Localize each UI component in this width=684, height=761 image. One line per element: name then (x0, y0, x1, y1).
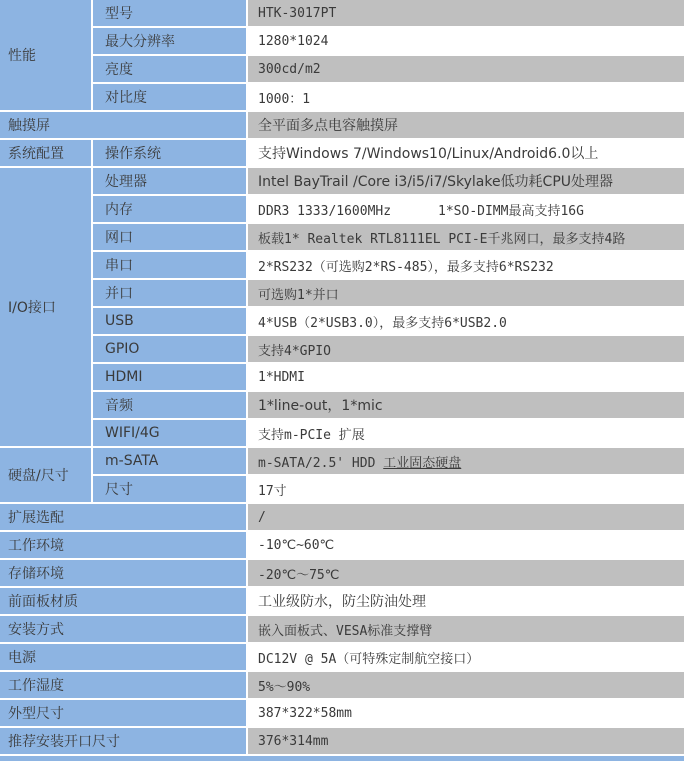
spec-value-cell (247, 447, 684, 475)
table-row (0, 83, 684, 111)
table-row (0, 335, 684, 363)
spec-value-cell: / (247, 503, 684, 531)
category-cell: 推荐安装开口尺寸 (0, 727, 247, 755)
table-row (0, 251, 684, 279)
spec-value-cell: DDR3 1333/1600MHz 1*SO-DIMM最高支持16G (247, 195, 684, 223)
spec-value-cell: 1000：1 (247, 83, 684, 111)
spec-name-cell: GPIO (92, 335, 247, 363)
spec-name-cell: 内存 (92, 195, 247, 223)
spec-value-cell: 工业级防水，防尘防油处理 (247, 587, 684, 615)
spec-value-cell: 2*RS232（可选购2*RS-485），最多支持6*RS232 (247, 251, 684, 279)
spec-value-cell: 17寸 (247, 475, 684, 503)
spec-name-cell: WIFI/4G (92, 419, 247, 447)
spec-value-cell: 1*line-out，1*mic (247, 391, 684, 419)
table-row (0, 503, 684, 531)
spec-value-cell: 5%～90% (247, 671, 684, 699)
category-cell: 性能 (0, 0, 92, 111)
category-cell: 硬盘/尺寸 (0, 447, 92, 503)
spec-name-cell: 操作系统 (92, 139, 247, 167)
spec-value-cell: 300cd/m2 (247, 55, 684, 83)
spec-value-cell: 嵌入面板式、VESA标准支撑臂 (247, 615, 684, 643)
spec-value-underlined-segment: 工业固态硬盘 (383, 455, 462, 471)
spec-name-cell: 型号 (92, 0, 247, 27)
spec-value-cell: DC12V @ 5A（可特殊定制航空接口） (247, 643, 684, 671)
spec-value-cell: 支持Windows 7/Windows10/Linux/Android6.0以上 (247, 139, 684, 167)
category-cell: 外型尺寸 (0, 699, 247, 727)
table-row (0, 559, 684, 587)
spec-value-cell: Intel BayTrail /Core i3/i5/i7/Skylake低功耗CPU处理器 (247, 167, 684, 195)
table-row (0, 55, 684, 83)
category-cell: 电源 (0, 643, 247, 671)
spec-value-cell: 全平面多点电容触摸屏 (247, 111, 684, 139)
table-row (0, 671, 684, 699)
table-row (0, 727, 684, 755)
spec-value-cell: -10℃~60℃ (247, 531, 684, 559)
category-cell: 工作环境 (0, 531, 247, 559)
category-cell: 扩展选配 (0, 503, 247, 531)
category-cell: 系统配置 (0, 139, 92, 167)
spec-name-cell: 处理器 (92, 167, 247, 195)
spec-value-cell: 376*314mm (247, 727, 684, 755)
table-row (0, 139, 684, 167)
spec-value-cell: HTK-3017PT (247, 0, 684, 27)
table-row (0, 587, 684, 615)
table-row (0, 531, 684, 559)
spec-value-cell: 1280*1024 (247, 27, 684, 55)
table-row (0, 195, 684, 223)
spec-value-cell: 板载1* Realtek RTL8111EL PCI-E千兆网口，最多支持4路 (247, 223, 684, 251)
bottom-accent-bar (0, 756, 684, 761)
category-cell: 工作湿度 (0, 671, 247, 699)
spec-value-cell: 1*HDMI (247, 363, 684, 391)
table-row (0, 475, 684, 503)
spec-value-cell: 支持m-PCIe 扩展 (247, 419, 684, 447)
table-row (0, 643, 684, 671)
spec-name-cell: 音频 (92, 391, 247, 419)
table-row (0, 447, 684, 475)
spec-value-cell: 4*USB（2*USB3.0），最多支持6*USB2.0 (247, 307, 684, 335)
spec-name-cell: 并口 (92, 279, 247, 307)
table-row (0, 615, 684, 643)
table-row (0, 279, 684, 307)
spec-value-segment: m-SATA/2.5' HDD (258, 455, 384, 471)
spec-value-cell: 可选购1*并口 (247, 279, 684, 307)
spec-name-cell: 尺寸 (92, 475, 247, 503)
category-cell: 触摸屏 (0, 111, 247, 139)
category-cell: 前面板材质 (0, 587, 247, 615)
table-row (0, 111, 684, 139)
table-row (0, 419, 684, 447)
spec-name-cell: 最大分辨率 (92, 27, 247, 55)
table-row (0, 0, 684, 27)
spec-value-cell: 387*322*58mm (247, 699, 684, 727)
spec-name-cell: 网口 (92, 223, 247, 251)
table-row (0, 363, 684, 391)
table-row (0, 167, 684, 195)
spec-name-cell: HDMI (92, 363, 247, 391)
spec-value-cell: -20℃～75℃ (247, 559, 684, 587)
category-cell: I/O接口 (0, 167, 92, 447)
spec-name-cell: 串口 (92, 251, 247, 279)
spec-name-cell: 亮度 (92, 55, 247, 83)
table-row (0, 699, 684, 727)
spec-name-cell: m-SATA (92, 447, 247, 475)
spec-value-cell: 支持4*GPIO (247, 335, 684, 363)
table-row (0, 27, 684, 55)
table-row (0, 307, 684, 335)
spec-name-cell: USB (92, 307, 247, 335)
table-row (0, 391, 684, 419)
category-cell: 存储环境 (0, 559, 247, 587)
category-cell: 安装方式 (0, 615, 247, 643)
table-row (0, 223, 684, 251)
spec-name-cell: 对比度 (92, 83, 247, 111)
